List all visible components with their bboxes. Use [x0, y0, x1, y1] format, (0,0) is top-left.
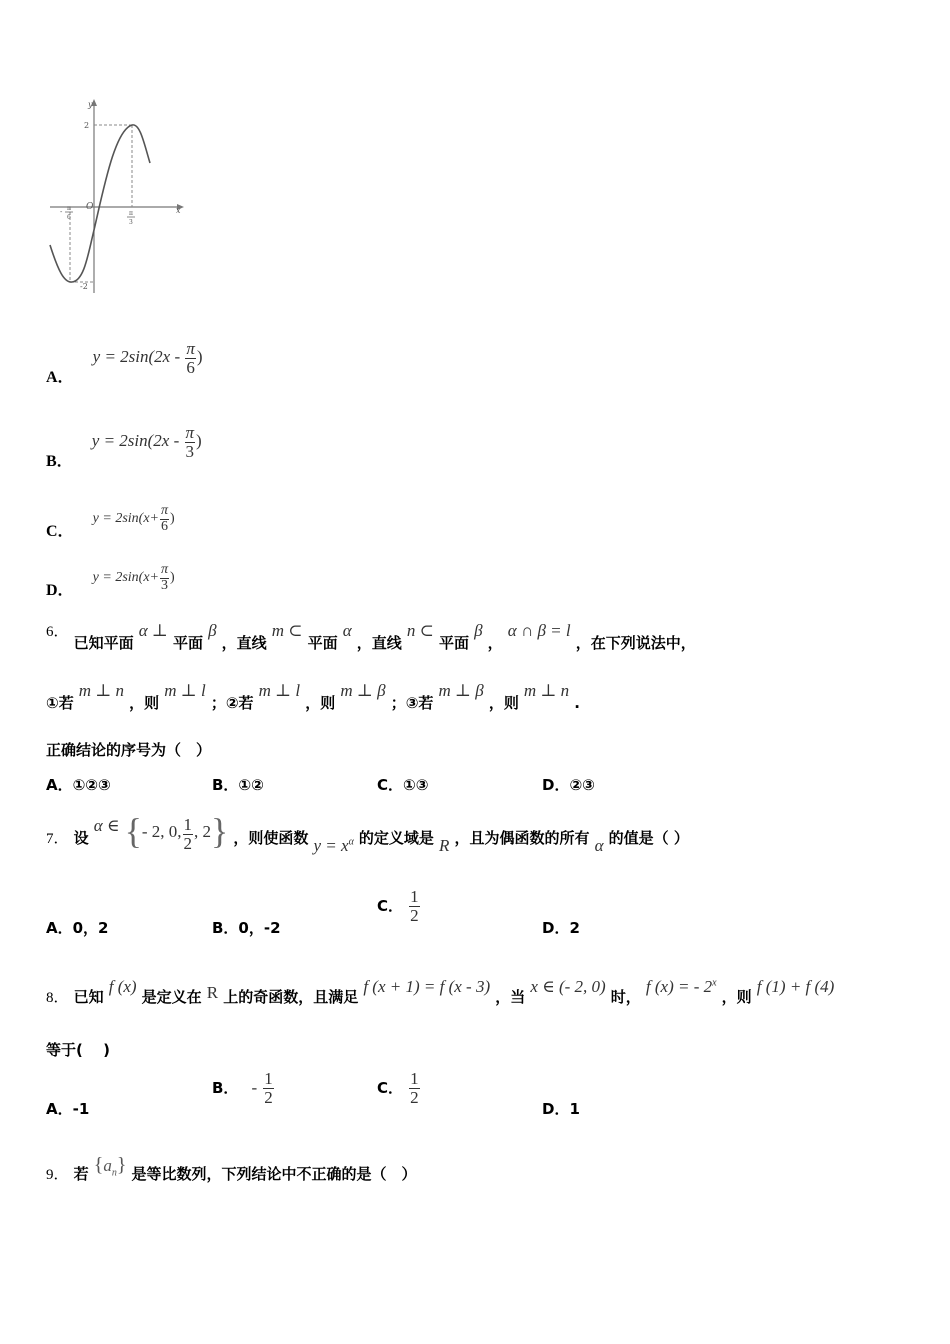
- statement-math: m ⊥ β: [438, 681, 484, 700]
- q8-text-4: ，当: [495, 988, 526, 1006]
- q8-math-1: f (x): [108, 977, 137, 996]
- q5-option-b[interactable]: [46, 423, 202, 471]
- fraction: [185, 340, 196, 377]
- q8-text-5: 时，: [610, 988, 641, 1006]
- frac-den: 6: [160, 518, 168, 534]
- frac-num: 1: [183, 815, 193, 835]
- option-expr: [92, 562, 175, 593]
- statement-text: ①若: [46, 694, 74, 712]
- power-exponent: x: [712, 977, 717, 989]
- x-right-num: π: [129, 210, 133, 217]
- frac-num: 1: [410, 887, 419, 906]
- q8-stem: [46, 976, 926, 1006]
- q6-math-7: α ∩ β = l: [507, 621, 571, 640]
- expr-post: ): [170, 570, 175, 586]
- q6-text-3: ，直线: [221, 634, 267, 652]
- statement-text: ，则: [488, 694, 519, 712]
- option-label: C．: [377, 1078, 404, 1097]
- q7-text-5: 的值是（ ）: [608, 829, 689, 847]
- q6-option-d[interactable]: D．②③: [542, 776, 595, 794]
- question-number: 6．: [46, 624, 69, 640]
- statement-math: m ⊥ l: [258, 681, 301, 700]
- option-fraction: [409, 1070, 420, 1107]
- sine-graph-figure: [40, 95, 200, 300]
- frac-num: 1: [264, 1069, 273, 1088]
- power-exponent: α: [348, 836, 354, 848]
- expr-pre: y = 2sin(x+: [92, 570, 159, 586]
- expr-pre: y = 2sin(x+: [92, 511, 159, 527]
- q7-text-3: 的定义域是: [358, 829, 434, 847]
- option-expr: [91, 423, 202, 461]
- q7-text-4: ，且为偶函数的所有: [454, 829, 590, 847]
- q8-math-2: R: [206, 983, 219, 1002]
- statement-text: ；③若: [390, 694, 434, 712]
- statement-math: m ⊥ β: [340, 681, 386, 700]
- origin-label: O: [86, 202, 94, 212]
- fraction: [160, 504, 169, 534]
- option-expr: [92, 503, 175, 534]
- option-fraction: [409, 888, 420, 925]
- expr-post: ): [196, 431, 202, 451]
- axis-y-label: y: [88, 100, 93, 109]
- axis-x-label: x: [176, 206, 181, 215]
- question-number: 9．: [46, 1167, 69, 1183]
- fraction: [185, 424, 196, 461]
- q6-text-8: ，在下列说法中，: [575, 634, 696, 652]
- set-elements-2: , 2: [194, 822, 212, 841]
- option-label: C．: [377, 896, 404, 915]
- expr-pre: y = 2sin(2x -: [91, 431, 184, 451]
- q8-option-c[interactable]: [377, 1070, 421, 1107]
- q7-math-2: [314, 836, 354, 855]
- q8-math-4: x ∈ (- 2, 0): [530, 977, 606, 996]
- option-label: D．: [46, 582, 74, 600]
- q8-math-6: f (1) + f (4): [756, 977, 835, 996]
- y-max-label: 2: [84, 121, 90, 130]
- q7-option-b[interactable]: B．0，-2: [212, 919, 281, 937]
- q9-text-2: 是等比数列，下列结论中不正确的是（ ）: [131, 1165, 417, 1183]
- q5-option-c[interactable]: [46, 503, 175, 541]
- statement-math: m ⊥ n: [78, 681, 125, 700]
- q6-text-7: ，: [487, 634, 503, 652]
- q7-math-3: R: [439, 836, 450, 855]
- option-fraction: [263, 1070, 274, 1107]
- option-expr: [92, 339, 203, 377]
- frac-num: π: [160, 503, 168, 518]
- q6-math-1: α ⊥: [138, 621, 168, 640]
- set-brace-open: {: [124, 811, 142, 851]
- seq-term: a: [103, 1156, 112, 1175]
- frac-den: 2: [410, 1087, 419, 1107]
- q6-math-3: m ⊂: [271, 621, 303, 640]
- seq-subscript: n: [111, 1167, 117, 1179]
- expr-post: ): [170, 511, 175, 527]
- power-base: y = x: [313, 836, 349, 855]
- q8-math-5: [646, 977, 717, 996]
- q6-option-a[interactable]: A．①②③: [46, 776, 111, 794]
- q9-stem: [46, 1154, 926, 1183]
- x-left-minus: -: [60, 208, 63, 216]
- statement-text: ，则: [129, 694, 160, 712]
- frac-den: 2: [410, 905, 419, 925]
- frac-num: 1: [410, 1069, 419, 1088]
- y-min-label: -2: [80, 282, 88, 291]
- q6-text-5: ，直线: [356, 634, 402, 652]
- q8-text-3: 上的奇函数，且满足: [223, 988, 359, 1006]
- q6-text-2: 平面: [172, 634, 203, 652]
- expr-post: ): [196, 347, 203, 367]
- q6-prompt: 正确结论的序号为（ ）: [46, 741, 212, 759]
- question-number: 7．: [46, 831, 69, 847]
- q7-text-2: ，则使函数: [233, 829, 309, 847]
- frac-den: 2: [183, 834, 193, 853]
- power-base: f (x) = - 2: [645, 977, 713, 996]
- q6-text-6: 平面: [438, 634, 469, 652]
- option-label: C．: [46, 523, 74, 541]
- q8-line-2: 等于( ): [46, 1041, 110, 1059]
- sine-curve: [50, 125, 150, 282]
- q6-stem: [46, 620, 926, 652]
- set-elements-1: - 2, 0,: [141, 822, 182, 841]
- brace-open: {: [93, 1154, 104, 1176]
- option-label: A．: [46, 369, 74, 387]
- q6-option-b[interactable]: B．①②: [212, 776, 264, 794]
- fraction: [160, 563, 169, 593]
- q7-stem: [46, 806, 926, 853]
- q5-option-a[interactable]: [46, 339, 203, 387]
- q7-option-c[interactable]: [377, 888, 421, 925]
- q6-statements: [46, 680, 926, 712]
- expr-pre: y = 2sin(2x -: [92, 347, 185, 367]
- frac-num: π: [185, 423, 195, 442]
- question-number: 8．: [46, 990, 69, 1006]
- statement-text: ，则: [305, 694, 336, 712]
- frac-den: 3: [185, 441, 195, 461]
- q8-text-6: ，则: [721, 988, 752, 1006]
- statement-text: ；②若: [210, 694, 254, 712]
- q8-option-b[interactable]: [212, 1070, 275, 1107]
- set-brace-close: }: [211, 811, 229, 851]
- q7-text-1: 设: [73, 829, 89, 847]
- frac-den: 2: [264, 1087, 273, 1107]
- q5-option-d[interactable]: [46, 562, 175, 600]
- q6-math-6: β: [474, 621, 483, 640]
- q6-math-2: β: [208, 621, 217, 640]
- option-sign: -: [251, 1077, 258, 1097]
- q6-option-c[interactable]: C．①③: [377, 776, 429, 794]
- frac-den: 6: [186, 357, 195, 377]
- q6-math-4: α: [342, 621, 352, 640]
- statement-math: m ⊥ l: [164, 681, 206, 700]
- q8-text-2: 是定义在: [141, 988, 202, 1006]
- q6-math-5: n ⊂: [406, 621, 434, 640]
- frac-num: π: [186, 339, 195, 358]
- statement-math: m ⊥ n: [523, 681, 570, 700]
- q9-text-1: 若: [73, 1165, 89, 1183]
- q7-option-d[interactable]: D．2: [542, 919, 580, 937]
- q8-option-d[interactable]: D．1: [542, 1100, 580, 1118]
- q7-option-a[interactable]: A．0，2: [46, 919, 109, 937]
- frac-num: π: [160, 562, 168, 577]
- q8-option-a[interactable]: A．-1: [46, 1100, 90, 1118]
- set-fraction: [183, 816, 194, 853]
- q6-text-1: 已知平面: [73, 634, 134, 652]
- q8-math-3: f (x + 1) = f (x - 3): [363, 977, 491, 996]
- q9-math-1: [93, 1154, 127, 1179]
- frac-den: 3: [160, 577, 168, 593]
- x-left-den: 6: [67, 214, 71, 221]
- q6-text-4: 平面: [307, 634, 338, 652]
- x-left-num: π: [67, 205, 71, 212]
- option-label: B．: [212, 1078, 239, 1097]
- q7-math-1: α ∈: [93, 816, 120, 835]
- q7-math-4: α: [594, 836, 604, 855]
- option-label: B．: [46, 453, 73, 471]
- statement-text: .: [574, 694, 580, 712]
- q8-text-1: 已知: [73, 988, 104, 1006]
- x-right-den: 3: [129, 219, 133, 226]
- brace-close: }: [116, 1154, 127, 1176]
